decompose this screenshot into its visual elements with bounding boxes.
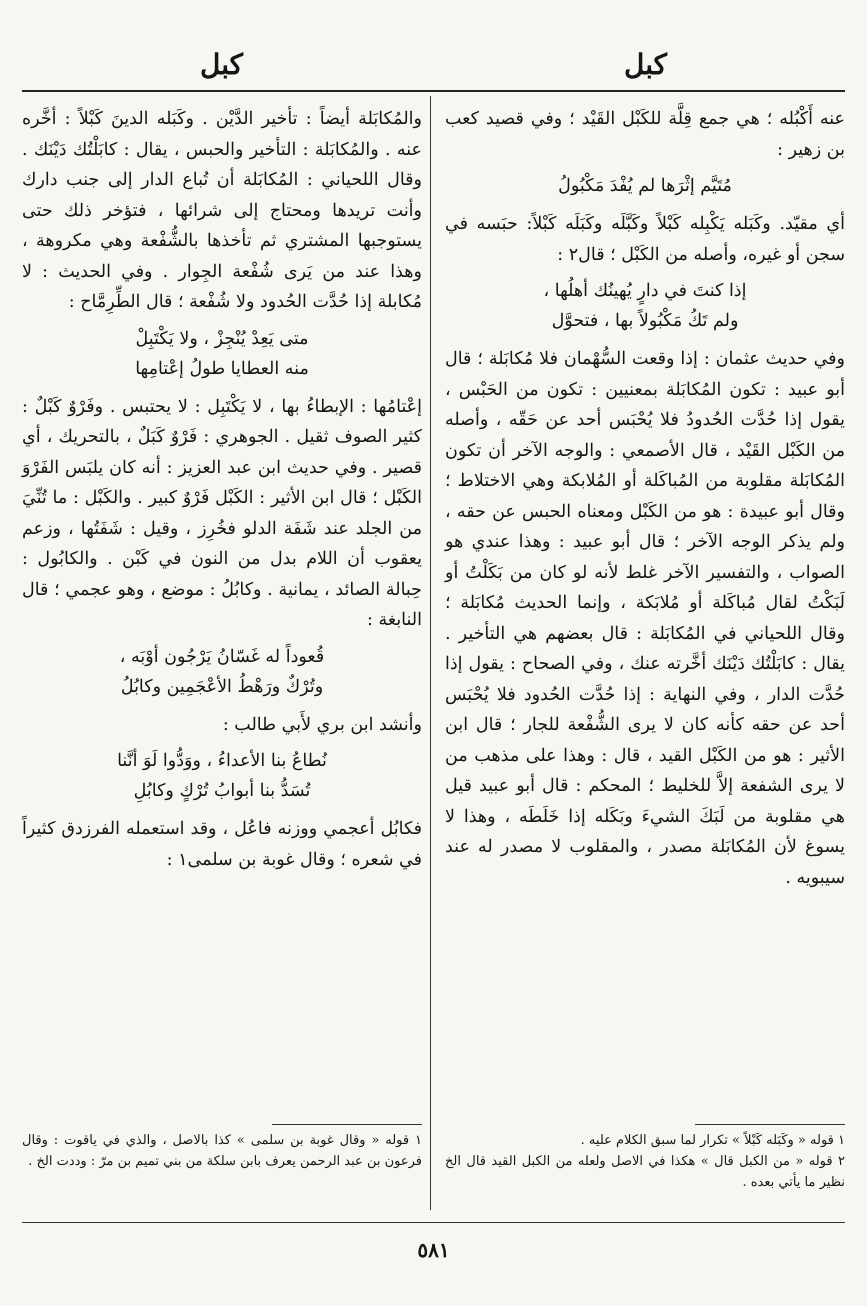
- footer-rule: [22, 1222, 845, 1223]
- left-verse-3-line-2: تُسَدُّ بنا أبوابُ تُرْكٍ وكابُلِ: [133, 781, 311, 801]
- left-verse-1: [22, 324, 422, 384]
- footnote-right-1: ١ قوله « وكَبَله كَبْلاً » تكرار لما سبق الكلام عليه .: [580, 1133, 845, 1148]
- column-divider: [430, 96, 431, 1210]
- header-rule: [22, 90, 845, 92]
- right-paragraph-1: عنه أَكْبُله ؛ هي جمع قِلَّة للكَبْل القَيْد ؛ وفي قصيد كعب بن زهير :: [445, 109, 845, 160]
- right-paragraph-2: أي مقيّد. وكَبَله يَكْبِله كَبْلاً وكَبَّلَه وكَبَلَه كَبْلاً: حبَسه في سجن أو غيره، وأصله من الكَبْل ؛ قال٢ :: [445, 214, 845, 265]
- left-verse-1-line-2: منه العطايا طولُ إعْتامِها: [135, 358, 309, 379]
- right-paragraph-3: وفي حديث عثمان : إذا وقعت السُّهْمان فلا مُكابَلة ؛ قال أبو عبيد : تكون المُكابَلة بمعنيين : تكون من الحَبْس ، يقول إذا حُدَّت الحُدودُ فلا يُحْبَس أحد عن حَقّه ، وأصله من الكَبْل القَيْد ، قال الأصمعي : والوجه الآخر أن تكون المُكابَلة مقلوبة من المُباكَلة أو المُلابكة وهي الاختلاط ؛ وقال أبو عبيدة : هو من الكَبْل ومعناه الحبس عن حقه ، ولم يذكر الوجه الآخر ؛ قال أبو عبيد : وهذا عندي هو الصواب ، والتفسير الآخر غلط لأنه لو كان من بَكَلْتُ أو لَبَكْتُ لقال مُباكَلة أو مُلابَكة ، وإنما الحديث مُكابَلة ؛ وقال اللحياني في المُكابَلة : قال بعضهم هي التأخير . يقال : كابَلْتُك دَيْنَك أخَّرته عنك ، وفي الصحاح : يقول إذا حُدَّت الدار ، وفي النهاية : إذا حُدَّت الحُدود فلا يُحْبَس أحد عن حقه كأنه كان لا يرى الشُّفْعة للجار ؛ قال ابن الأثير : هو من الكَبْل القيد ، قال : وهذا على مذهب من لا يرى الشفعة إلاَّ للخليط ؛ المحكم : قال أبو عبيد قيل هي مقلوبة من لَبَكَ الشيءَ وبَكَله إذا خَلَطَه ، وهذا لا يسوغ لأن المُكابَلة مصدر ، والمقلوب لا مصدر له عند سيبويه .: [445, 349, 845, 888]
- left-verse-2: [22, 642, 422, 702]
- left-paragraph-3: وأنشد ابن بري لأَبي طالب :: [222, 714, 422, 735]
- right-verse-2: [445, 276, 845, 336]
- left-verse-2-line-1: قُعوداً له غَسّانُ يَرْجُون أوْبَه ،: [119, 646, 325, 667]
- left-paragraph-2: إعْتامُها : الإبطاءُ بها ، لا يَكْتَبِل : لا يحتبس . وفَرْوٌ كَبْلٌ : كثير الصوف ثقيل . الجوهري : فَرْوٌ كَبَلٌ ، بالتحريك ، أي قصير . وفي حديث ابن عبد العزيز : أنه كان يلبَس الفَرْوَ الكَبْل ؛ قال ابن الأثير : الكَبْل فَرْوٌ كبير . والكَبْل : ما تُنِّيَ من الجلد عند شَفَة الدلو فخُرِز ، وقيل : شَفَتُها ، وزعم يعقوب أن اللام بدل من النون في كَبْن . والكابُول : حِبالة الصائد ، يمانية . وكابُلُ : موضع ، وهو عجمي ؛ قال النابغة :: [22, 396, 422, 630]
- left-verse-1-line-1: متى يَعِدْ يُنْجِزْ ، ولا يَكْتَبِلْ: [135, 328, 309, 349]
- left-paragraph-1: والمُكابَلة أيضاً : تأخير الدَّيْن . وكَبَله الدينَ كَبْلاً : أخَّره عنه . والمُكابَلة : التأخير والحبس ، يقال : كابَلْتُك دَيْنَك . وقال اللحياني : المُكابَلة أن تُباع الدار إلى جنب دارك وأنت تريدها ومحتاج إلى شرائها ، فتؤخر ذلك حتى يستوجبها المشتري ثم تأخذها بالشُّفْعة وهي مكروهة ، وهذا عند من يَرى شُفْعة الجِوار . وفي الحديث : لا مُكابلة إذا حُدَّت الحُدود ولا شُفْعة ؛ قال الطِّرِمَّاح :: [22, 109, 422, 312]
- right-verse-2-line-1: إذا كنتَ في دارٍ يُهينُك أهلُها ،: [543, 281, 747, 301]
- running-head-right: كبل: [624, 48, 667, 81]
- right-verse-2-line-2: ولم تَكُ مَكْبُولاً بها ، فتحوَّل: [551, 311, 739, 331]
- left-paragraph-4: فكابُل أعجمي ووزنه فاعُل ، وقد استعمله الفرزدق كثيراً في شعره ؛ وقال غوبة بن سلمى١ :: [22, 819, 422, 870]
- footnote-rule-right: [695, 1124, 845, 1125]
- left-verse-3-line-1: نُطاعُ بنا الأعداءُ ، ووَدُّوا لَوَ أنَّنا: [117, 751, 327, 771]
- left-column: [22, 104, 422, 875]
- page-number: ٥٨١: [417, 1238, 450, 1262]
- right-verse-1-line: مُتَيَّم إثْرَها لم يُفْدَ مَكْبُولُ: [558, 176, 732, 196]
- left-verse-3: [22, 746, 422, 806]
- running-head-left: كبل: [200, 48, 243, 81]
- footnotes-right: [445, 1130, 845, 1193]
- footnotes-left: [22, 1130, 422, 1172]
- left-verse-2-line-2: وتُرْكٌ ورَهْطُ الأعْجَمِين وكابُلُ: [120, 676, 324, 697]
- right-column: [445, 104, 845, 893]
- footnote-rule-left: [272, 1124, 422, 1125]
- footnote-left-1: ١ قوله « وقال غوبة بن سلمى » كذا بالاصل ، والذي في ياقوت : وقال فرعون بن عبد الرحمن يعرف بابن سلكة من بني تميم بن مرّ : وددت الخ .: [22, 1133, 422, 1169]
- right-verse-1: [445, 171, 845, 201]
- footnote-right-2: ٢ قوله « من الكبل قال » هكذا في الاصل ولعله من الكبل القيد قال الخ نظير ما يأتي بعده .: [445, 1154, 845, 1190]
